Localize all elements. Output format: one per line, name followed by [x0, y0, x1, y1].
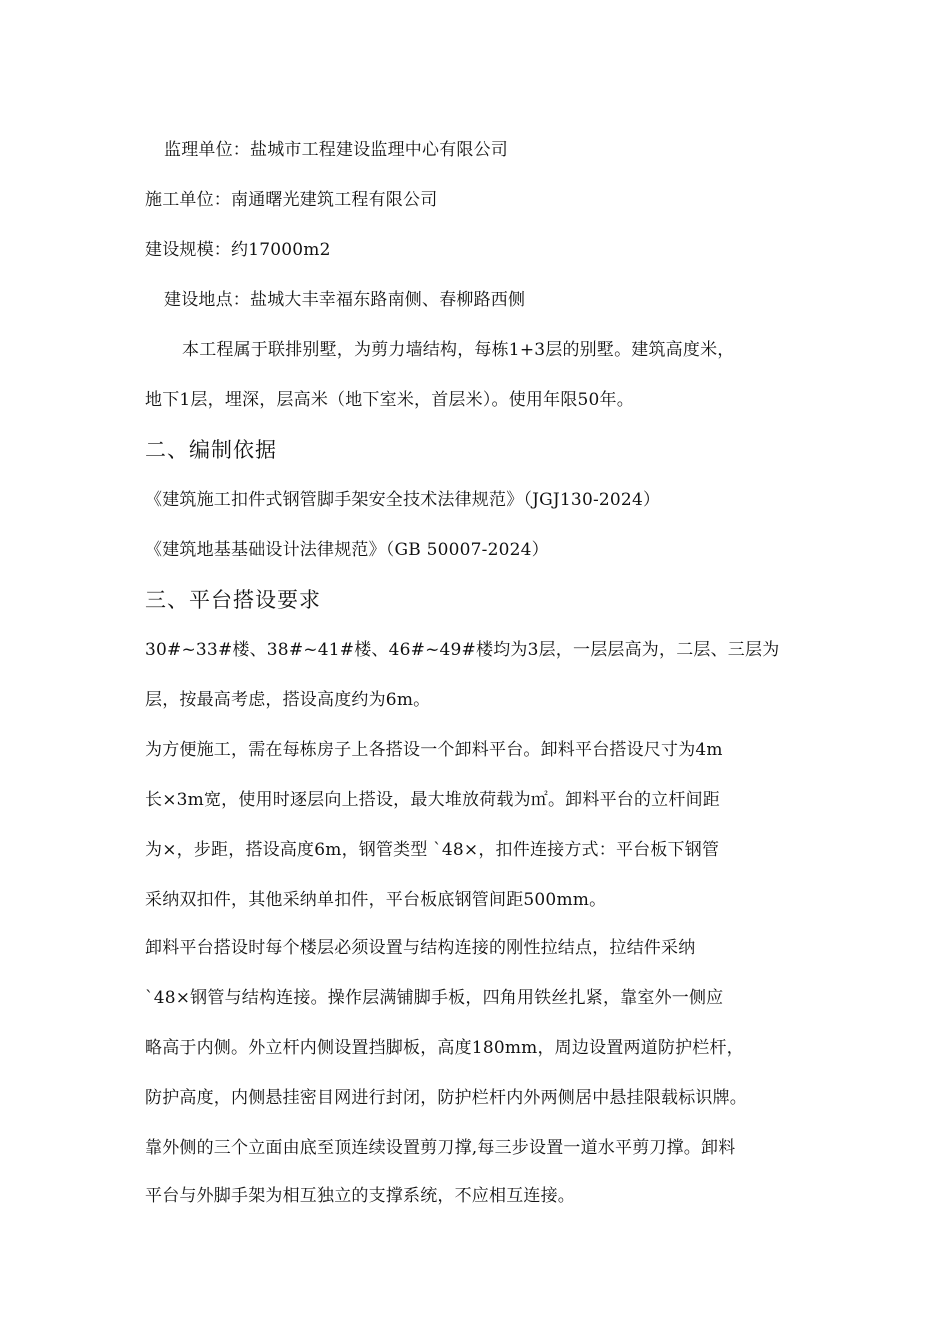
platform-para2-line2: 长×3m宽，使用时逐层向上搭设，最大堆放荷载为㎡。卸料平台的立杆间距	[145, 790, 720, 810]
overview-line-1: 本工程属于联排别墅，为剪力墙结构，每栋1+3层的别墅。建筑高度米，	[182, 340, 735, 360]
platform-para3-line2: ˋ48×钢管与结构连接。操作层满铺脚手板，四角用铁丝扎紧，靠室外一侧应	[145, 988, 724, 1008]
reference-line-2: 《建筑地基基础设计法律规范》（GB 50007-2024）	[145, 540, 549, 560]
reference-line-1: 《建筑施工扣件式钢管脚手架安全技术法律规范》（JGJ130-2024）	[145, 490, 661, 510]
section-heading-platform: 三、平台搭设要求	[145, 588, 321, 612]
platform-para3-line3: 略高于内侧。外立杆内侧设置挡脚板，高度180mm，周边设置两道防护栏杆，	[145, 1038, 744, 1058]
platform-para2-line3: 为×，步距，搭设高度6m，钢管类型 ˋ48×，扣件连接方式：平台板下钢管	[145, 840, 720, 860]
scale-line: 建设规模：约17000m2	[145, 240, 331, 260]
section-heading-basis: 二、编制依据	[145, 438, 277, 462]
platform-para1-line1: 30#~33#楼、38#~41#楼、46#~49#楼均为3层，一层层高为，二层、三层为	[145, 640, 780, 660]
platform-para1-line2: 层，按最高考虑，搭设高度约为6m。	[145, 690, 431, 710]
platform-para2-line4: 采纳双扣件，其他采纳单扣件，平台板底钢管间距500mm。	[145, 890, 607, 910]
platform-para3-line6: 平台与外脚手架为相互独立的支撑系统，不应相互连接。	[145, 1186, 575, 1206]
platform-para2-line1: 为方便施工，需在每栋房子上各搭设一个卸料平台。卸料平台搭设尺寸为4m	[145, 740, 723, 760]
platform-para3-line5: 靠外侧的三个立面由底至顶连续设置剪刀撑,每三步设置一道水平剪刀撑。卸料	[145, 1138, 736, 1158]
platform-para3-line4: 防护高度，内侧悬挂密目网进行封闭，防护栏杆内外两侧居中悬挂限载标识牌。	[145, 1088, 747, 1108]
contractor-line: 施工单位：南通曙光建筑工程有限公司	[145, 190, 438, 210]
platform-para3-line1: 卸料平台搭设时每个楼层必须设置与结构连接的刚性拉结点，拉结件采纳	[145, 938, 696, 958]
overview-line-2: 地下1层，埋深，层高米（地下室米，首层米）。使用年限50年。	[145, 390, 634, 410]
supervisor-line: 监理单位：盐城市工程建设监理中心有限公司	[164, 140, 508, 160]
location-line: 建设地点：盐城大丰幸福东路南侧、春柳路西侧	[164, 290, 526, 310]
